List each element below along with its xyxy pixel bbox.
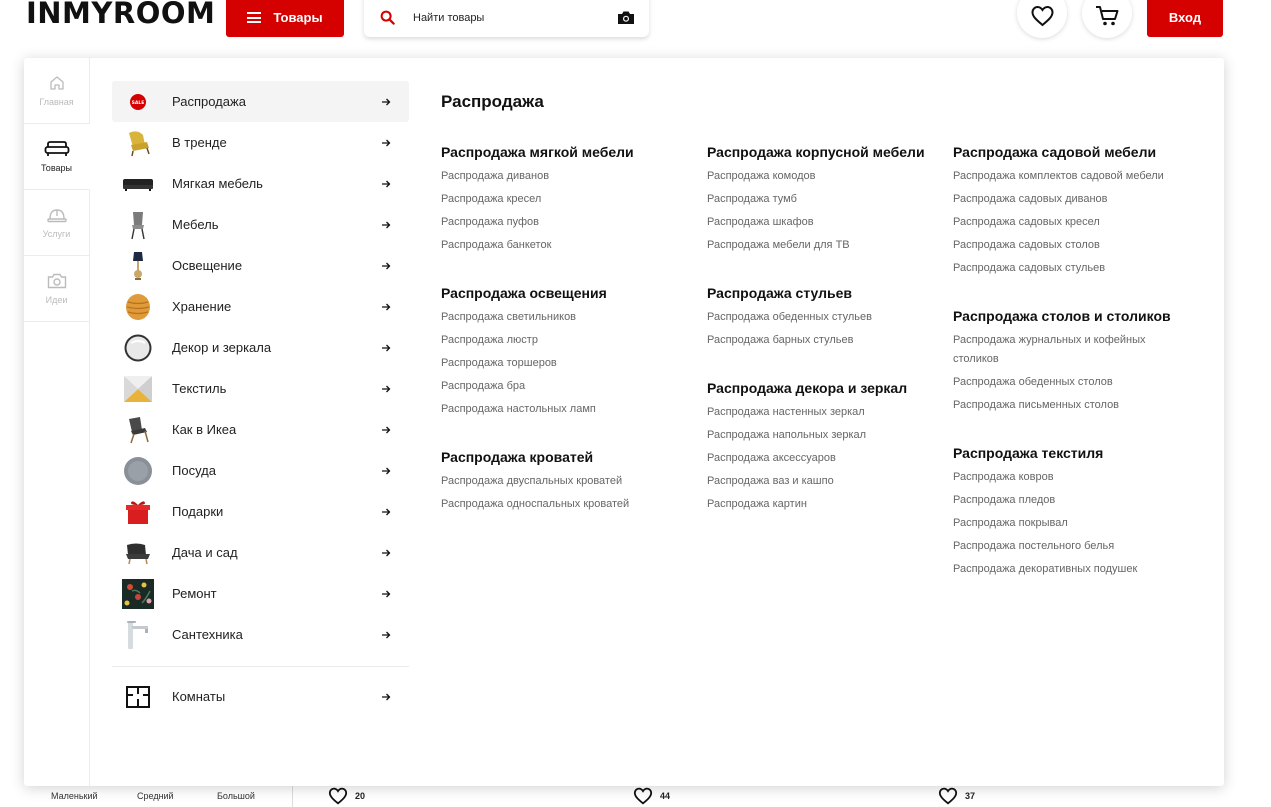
category-label: Мягкая мебель xyxy=(172,176,263,191)
arrow-right-icon xyxy=(381,692,391,702)
subcategory-link[interactable]: Распродажа светильников xyxy=(441,311,577,323)
arrow-right-icon xyxy=(381,507,391,517)
subcategory-group xyxy=(707,281,933,350)
category-item-like-ikea[interactable] xyxy=(112,409,409,450)
category-item-storage[interactable] xyxy=(112,286,409,327)
subcategory-link[interactable]: Распродажа односпальных кроватей xyxy=(441,498,630,510)
rail-item-services[interactable] xyxy=(24,190,89,256)
arrow-right-icon xyxy=(381,384,391,394)
category-item-gifts[interactable] xyxy=(112,491,409,532)
subcategory-link[interactable]: Распродажа декоративных подушек xyxy=(953,563,1138,575)
subcategory-group xyxy=(441,445,681,514)
pillow-thumb xyxy=(122,373,154,405)
like-counter[interactable] xyxy=(328,787,365,805)
arrow-right-icon xyxy=(381,302,391,312)
category-item-garden[interactable] xyxy=(112,532,409,573)
rail-item-home[interactable] xyxy=(24,58,89,124)
category-item-lighting[interactable] xyxy=(112,245,409,286)
subcategory-link[interactable]: Распродажа журнальных и кофейных столиков xyxy=(953,334,1146,365)
catalog-button[interactable] xyxy=(226,0,344,37)
favorites-button[interactable] xyxy=(1017,0,1067,38)
divider xyxy=(292,786,293,807)
divider xyxy=(112,666,409,667)
size-option-small[interactable]: Маленький xyxy=(51,791,98,801)
like-count: 20 xyxy=(355,791,366,801)
category-label: Текстиль xyxy=(172,381,227,396)
subcategory-link[interactable]: Распродажа садовых стульев xyxy=(953,262,1106,274)
size-option-medium[interactable]: Средний xyxy=(137,791,174,801)
subcategory-link[interactable]: Распродажа люстр xyxy=(441,334,538,346)
faucet-thumb xyxy=(122,619,154,651)
subcategory-column xyxy=(953,140,1183,605)
subcategory-group-title[interactable]: Распродажа кроватей xyxy=(441,449,594,465)
login-button[interactable]: Вход xyxy=(1147,0,1223,37)
heart-icon xyxy=(938,787,958,805)
rail-item-ideas[interactable] xyxy=(24,256,89,322)
subcategory-column xyxy=(441,140,681,540)
subcategory-group-title[interactable]: Распродажа декора и зеркал xyxy=(707,380,908,396)
menu-icon xyxy=(247,12,261,23)
arrow-right-icon xyxy=(381,589,391,599)
subcategory-panel-title: Распродажа xyxy=(441,92,544,111)
search-icon xyxy=(380,10,395,25)
search-input[interactable]: Найти товары xyxy=(413,11,485,24)
subcategory-link[interactable]: Распродажа письменных столов xyxy=(953,399,1120,411)
basket-thumb xyxy=(122,291,154,323)
rail-item-label: Услуги xyxy=(42,228,71,239)
arrow-right-icon xyxy=(381,261,391,271)
subcategory-link[interactable]: Распродажа обеденных столов xyxy=(953,376,1113,388)
camera-search-icon[interactable] xyxy=(617,10,635,25)
subcategory-group-title[interactable]: Распродажа текстиля xyxy=(953,445,1104,461)
category-list xyxy=(112,81,409,717)
subcategory-group-title[interactable]: Распродажа корпусной мебели xyxy=(707,144,925,160)
subcategory-link[interactable]: Распродажа барных стульев xyxy=(707,334,854,346)
helmet-icon xyxy=(47,207,67,223)
category-label: Дача и сад xyxy=(172,545,238,560)
subcategory-group-title[interactable]: Распродажа столов и столиков xyxy=(953,308,1171,324)
subcategory-link[interactable]: Распродажа бра xyxy=(441,380,526,392)
size-option-large[interactable]: Большой xyxy=(217,791,255,801)
like-count: 37 xyxy=(965,791,976,801)
sofa-thumb xyxy=(122,168,154,200)
category-label: Распродажа xyxy=(172,94,246,109)
subcategory-link[interactable]: Распродажа настольных ламп xyxy=(441,403,596,415)
subcategory-column xyxy=(707,140,933,540)
subcategory-group xyxy=(953,441,1183,579)
svg-text:SALE: SALE xyxy=(131,100,145,106)
subcategory-link[interactable]: Распродажа шкафов xyxy=(707,216,814,228)
subcategory-link[interactable]: Распродажа покрывал xyxy=(953,517,1068,529)
armchair-thumb xyxy=(122,127,154,159)
subcategory-link[interactable]: Распродажа аксессуаров xyxy=(707,452,836,464)
subcategory-link[interactable]: Распродажа торшеров xyxy=(441,357,557,369)
lounge-chair-thumb xyxy=(122,414,154,446)
category-label: Сантехника xyxy=(172,627,243,642)
category-item-rooms[interactable] xyxy=(112,676,409,717)
subcategory-group-title[interactable]: Распродажа освещения xyxy=(441,285,607,301)
category-label: В тренде xyxy=(172,135,227,150)
gift-thumb xyxy=(122,496,154,528)
site-logo[interactable]: INMYROOM xyxy=(26,0,216,30)
category-label: Освещение xyxy=(172,258,243,273)
subcategory-link[interactable]: Распродажа диванов xyxy=(441,170,550,182)
subcategory-link[interactable]: Распродажа пуфов xyxy=(441,216,539,228)
chair-thumb xyxy=(122,209,154,241)
arrow-right-icon xyxy=(381,630,391,640)
subcategory-group xyxy=(953,140,1183,278)
subcategory-link[interactable]: Распродажа банкеток xyxy=(441,239,552,251)
sofa-icon xyxy=(44,141,70,157)
camera-icon xyxy=(47,273,67,289)
arrow-right-icon xyxy=(381,425,391,435)
heart-icon xyxy=(328,787,348,805)
subcategory-link[interactable]: Распродажа ковров xyxy=(953,471,1054,483)
like-counter[interactable] xyxy=(938,787,975,805)
rail-item-label: Идеи xyxy=(45,294,68,305)
like-counter[interactable] xyxy=(633,787,670,805)
rail-item-products[interactable] xyxy=(24,124,90,190)
subcategory-group xyxy=(707,376,933,514)
category-label: Посуда xyxy=(172,463,216,478)
heart-icon xyxy=(633,787,653,805)
cart-button[interactable] xyxy=(1082,0,1132,38)
search-bar[interactable] xyxy=(364,0,649,37)
category-item-sale[interactable] xyxy=(112,81,409,122)
subcategory-group-title[interactable]: Распродажа мягкой мебели xyxy=(441,144,634,160)
subcategory-group-title[interactable]: Распродажа стульев xyxy=(707,285,853,301)
category-label: Декор и зеркала xyxy=(172,340,272,355)
arrow-right-icon xyxy=(381,138,391,148)
category-label: Мебель xyxy=(172,217,219,232)
subcategory-group xyxy=(441,140,681,255)
category-item-textile[interactable] xyxy=(112,368,409,409)
arrow-right-icon xyxy=(381,466,391,476)
subcategory-group xyxy=(953,304,1183,415)
home-icon xyxy=(49,75,65,91)
category-item-trending[interactable] xyxy=(112,122,409,163)
subcategory-link[interactable]: Распродажа обеденных стульев xyxy=(707,311,872,323)
subcategory-link[interactable]: Распродажа картин xyxy=(707,498,807,510)
heart-icon xyxy=(1030,5,1055,27)
category-item-tableware[interactable] xyxy=(112,450,409,491)
subcategory-link[interactable]: Распродажа садовых кресел xyxy=(953,216,1100,228)
subcategory-link[interactable]: Распродажа напольных зеркал xyxy=(707,429,867,441)
section-rail xyxy=(24,58,90,786)
arrow-right-icon xyxy=(381,343,391,353)
subcategory-link[interactable]: Распродажа ваз и кашпо xyxy=(707,475,834,487)
catalog-menu xyxy=(24,58,1224,786)
category-item-renovation[interactable] xyxy=(112,573,409,614)
subcategory-link[interactable]: Распродажа садовых столов xyxy=(953,239,1100,251)
category-label: Как в Икеа xyxy=(172,422,237,437)
arrow-right-icon xyxy=(381,97,391,107)
arrow-right-icon xyxy=(381,220,391,230)
category-item-furniture[interactable] xyxy=(112,204,409,245)
subcategory-link[interactable]: Распродажа комодов xyxy=(707,170,816,182)
subcategory-link[interactable]: Распродажа мебели для ТВ xyxy=(707,239,850,251)
subcategory-link[interactable]: Распродажа двуспальных кроватей xyxy=(441,475,623,487)
wallpaper-thumb xyxy=(122,578,154,610)
sale-badge-icon xyxy=(122,86,154,118)
category-item-plumbing[interactable] xyxy=(112,614,409,655)
subcategory-group-title[interactable]: Распродажа садовой мебели xyxy=(953,144,1157,160)
like-count: 44 xyxy=(660,791,671,801)
catalog-button-label: Товары xyxy=(273,10,323,25)
category-item-decor-mirrors[interactable] xyxy=(112,327,409,368)
arrow-right-icon xyxy=(381,548,391,558)
subcategory-link[interactable]: Распродажа настенных зеркал xyxy=(707,406,865,418)
subcategory-link[interactable]: Распродажа кресел xyxy=(441,193,542,205)
subcategory-group xyxy=(441,281,681,419)
category-label: Подарки xyxy=(172,504,224,519)
subcategory-group xyxy=(707,140,933,255)
subcategory-link[interactable]: Распродажа садовых диванов xyxy=(953,193,1108,205)
category-label: Комнаты xyxy=(172,689,226,704)
garden-chair-thumb xyxy=(122,537,154,569)
floorplan-icon xyxy=(122,681,154,713)
subcategory-link[interactable]: Распродажа комплектов садовой мебели xyxy=(953,170,1164,182)
category-item-soft-furniture[interactable] xyxy=(112,163,409,204)
rail-item-label: Главная xyxy=(39,96,74,107)
cart-icon xyxy=(1095,5,1120,27)
arrow-right-icon xyxy=(381,179,391,189)
lamp-thumb xyxy=(122,250,154,282)
subcategory-link[interactable]: Распродажа постельного белья xyxy=(953,540,1115,552)
plate-thumb xyxy=(122,455,154,487)
subcategory-link[interactable]: Распродажа тумб xyxy=(707,193,797,205)
category-label: Ремонт xyxy=(172,586,217,601)
mirror-thumb xyxy=(122,332,154,364)
rail-item-label: Товары xyxy=(41,162,72,173)
subcategory-link[interactable]: Распродажа пледов xyxy=(953,494,1056,506)
category-label: Хранение xyxy=(172,299,232,314)
